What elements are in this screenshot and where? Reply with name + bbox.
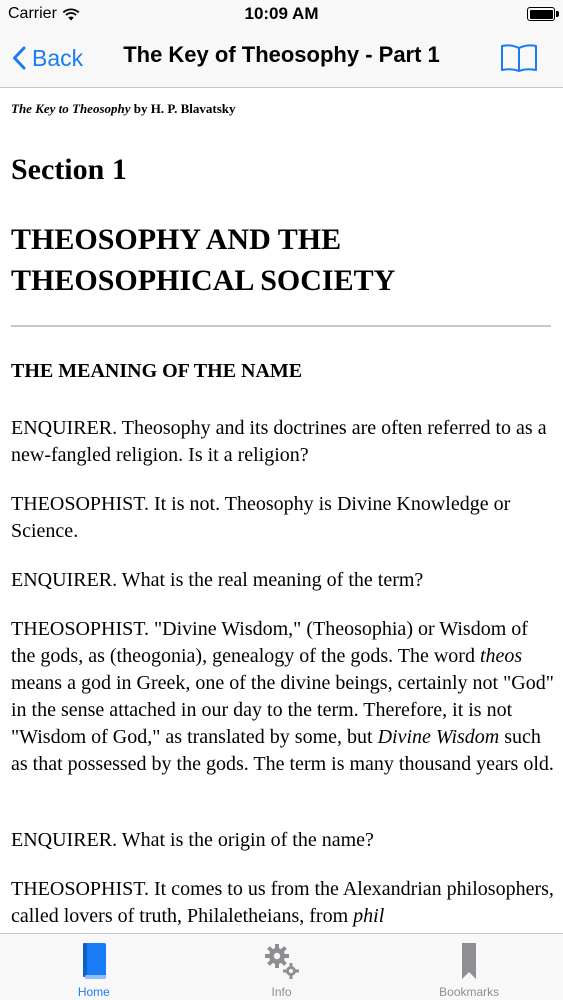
section-heading: Section 1 [11, 153, 127, 186]
sub-heading: THE MEANING OF THE NAME [11, 360, 303, 382]
tab-info[interactable] [188, 934, 376, 1000]
chevron-left-icon [12, 46, 26, 70]
paragraph-text: THEOSOPHIST. It comes to us from the Alexandrian philosophers, called lovers of truth, Philaletheians, from [11, 878, 554, 927]
paragraph-text: means a god in Greek, one of the divine beings, certainly not "God" in the sense attached in our day to the term. Therefore, it is not "Wisdom of God," as translated by some, but [11, 672, 554, 748]
paragraph-italic-text: phil [353, 905, 385, 927]
paragraph: ENQUIRER. Theosophy and its doctrines are often referred to as a new-fangled religion. Is it a religion? [11, 417, 547, 466]
chapter-heading-line-2: THEOSOPHICAL SOCIETY [11, 264, 396, 297]
tab-bookmarks-label: Bookmarks [439, 985, 500, 999]
status-bar [0, 0, 563, 30]
carrier-label: Carrier [8, 5, 57, 22]
back-button-label: Back [32, 44, 84, 71]
tab-bar [0, 933, 563, 1000]
paragraph-italic-text: Divine Wisdom [377, 726, 500, 748]
byline-author: by H. P. Blavatsky [130, 101, 236, 116]
gears-icon [260, 941, 304, 981]
page-title: The Key of Theosophy - Part 1 [123, 42, 440, 67]
tab-home-label: Home [77, 985, 110, 999]
open-book-icon [500, 43, 538, 73]
article-content[interactable] [0, 89, 563, 933]
paragraph: THEOSOPHIST. It is not. Theosophy is Divine Knowledge or Science. [11, 493, 511, 542]
paragraph: ENQUIRER. What is the origin of the name? [11, 829, 374, 851]
paragraph [11, 876, 556, 930]
status-time: 10:09 AM [244, 4, 319, 23]
byline [11, 101, 236, 117]
open-book-button[interactable] [499, 40, 539, 76]
book-icon [72, 941, 116, 981]
chapter-heading-line-1: THEOSOPHY AND THE [11, 223, 342, 256]
back-button[interactable] [12, 40, 83, 76]
paragraph: ENQUIRER. What is the real meaning of the term? [11, 569, 424, 591]
paragraph [11, 616, 556, 778]
bookmark-icon [447, 941, 491, 981]
tab-info-label: Info [271, 985, 292, 999]
battery-icon [527, 7, 555, 21]
paragraph-italic-text: theos [479, 645, 523, 667]
byline-book-title: The Key to Theosophy [11, 101, 131, 116]
chapter-heading [11, 219, 551, 301]
tab-bookmarks[interactable] [375, 934, 563, 1000]
navigation-bar [0, 30, 563, 88]
divider [11, 325, 551, 327]
paragraph-text: such as that possessed by the gods. The term is many thousand years old. [11, 726, 554, 775]
paragraph-text: THEOSOPHIST. "Divine Wisdom," (Theosophia) or Wisdom of the gods, as (theogonia), genealogy of the gods. The word [11, 618, 528, 667]
tab-home[interactable] [0, 934, 188, 1000]
